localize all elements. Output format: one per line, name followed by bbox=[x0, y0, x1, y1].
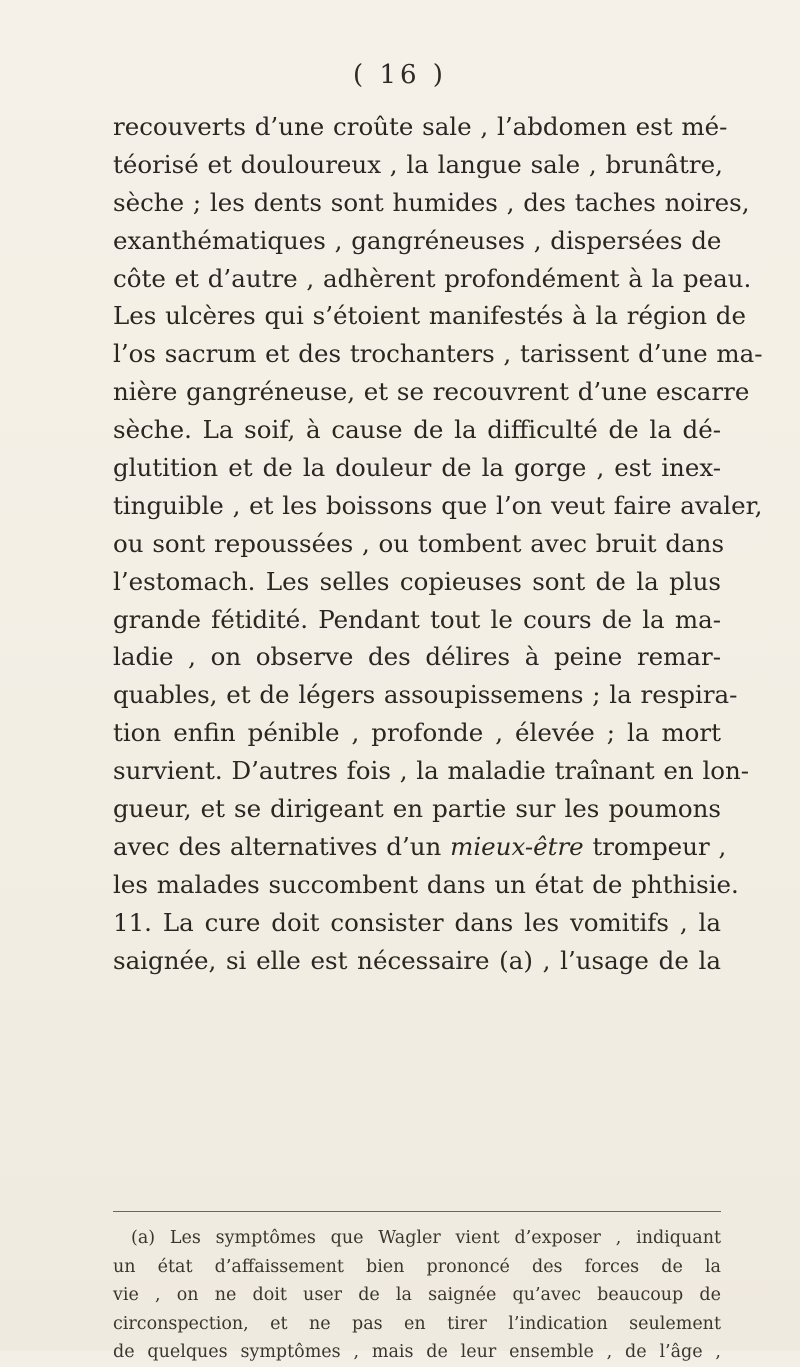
footnote-line: circonspection, et ne pas en tirer l’indication seulement bbox=[113, 1313, 721, 1334]
text-line: quables, et de légers assoupissemens ; la respira- bbox=[113, 680, 738, 710]
text-line: 11. La cure doit consister dans les vomitifs , la bbox=[113, 907, 721, 937]
text-line: Les ulcères qui s’étoient manifestés à la région de bbox=[113, 301, 746, 331]
text-line: ou sont repoussées , ou tombent avec bruit dans bbox=[113, 528, 725, 558]
text-line: tion enfin pénible , profonde , élevée ; la mort bbox=[113, 718, 721, 748]
text-line: recouverts d’une croûte sale , l’abdomen est mé- bbox=[113, 112, 728, 141]
text-line: ladie , on observe des délires à peine remar- bbox=[113, 642, 721, 672]
text-line: l’os sacrum et des trochanters , tarissent d’une ma- bbox=[113, 339, 763, 369]
footnote-line: un état d’affaissement bien prononcé des forces de la bbox=[113, 1256, 721, 1277]
italic-phrase: mieux-être bbox=[450, 831, 584, 861]
text-line: glutition et de la douleur de la gorge , est inex- bbox=[113, 453, 721, 483]
page-number: ( 16 ) bbox=[353, 60, 447, 90]
footnote-separator bbox=[113, 1211, 721, 1212]
text-line: téorisé et douloureux , la langue sale , brunâtre, bbox=[113, 149, 723, 179]
footnote-line: vie , on ne doit user de la saignée qu’avec beaucoup de bbox=[113, 1285, 721, 1306]
text-line: l’estomach. Les selles copieuses sont de la plus bbox=[113, 566, 721, 596]
text-segment: trompeur , bbox=[583, 831, 727, 861]
text-line: côte et d’autre , adhèrent profondément à la peau. bbox=[113, 263, 752, 293]
text-line: les malades succombent dans un état de phthisie. bbox=[113, 869, 739, 899]
footnote-line: (a) Les symptômes que Wagler vient d’exposer , indiquant bbox=[131, 1228, 721, 1248]
footnote-line: de quelques symptômes , mais de leur ensemble , de l’âge , bbox=[113, 1342, 721, 1363]
footnote bbox=[113, 1224, 721, 1367]
main-text bbox=[113, 108, 763, 979]
text-segment: avec des alternatives d’un bbox=[113, 831, 451, 861]
text-line: sèche ; les dents sont humides , des taches noires, bbox=[113, 187, 750, 217]
text-line-with-italic bbox=[113, 828, 727, 866]
text-line: nière gangréneuse, et se recouvrent d’une escarre bbox=[113, 377, 750, 407]
text-line: grande fétidité. Pendant tout le cours de la ma- bbox=[113, 604, 721, 634]
text-line: exanthématiques , gangréneuses , dispersées de bbox=[113, 225, 722, 255]
text-line: gueur, et se dirigeant en partie sur les poumons bbox=[113, 794, 721, 824]
text-line: saignée, si elle est nécessaire (a) , l’usage de la bbox=[113, 945, 721, 975]
text-line: tinguible , et les boissons que l’on veut faire avaler, bbox=[113, 490, 763, 520]
text-line: sèche. La soif, à cause de la difficulté de la dé- bbox=[113, 415, 721, 445]
text-line: survient. D’autres fois , la maladie traînant en lon- bbox=[113, 756, 750, 786]
